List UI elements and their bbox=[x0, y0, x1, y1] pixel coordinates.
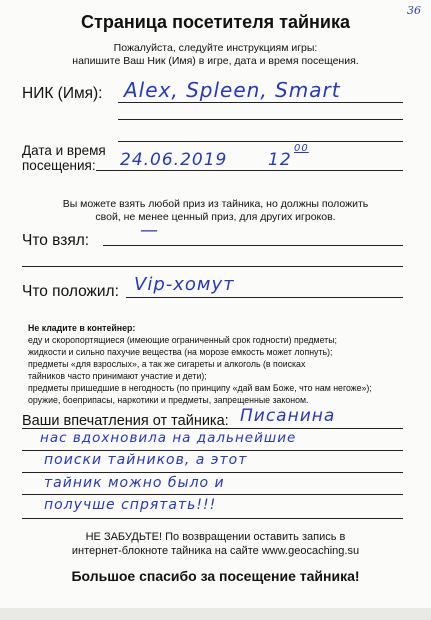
took-label: Что взял: bbox=[22, 232, 90, 249]
footer-reminder-line-2: интернет-блокноте тайника на сайте www.geocaching.su bbox=[71, 545, 360, 557]
warning-line-5: предметы пришедшие в негодность (по принципу «дай вам Боже, что нам негоже»); bbox=[28, 383, 372, 393]
warning-line-4: тайников часто принимают участие и дети); bbox=[28, 371, 207, 381]
warning-line-1: еду и скоропортящиеся (имеющие ограниченный срок годности) предметы; bbox=[28, 335, 337, 345]
took-line-1 bbox=[103, 245, 403, 246]
impressions-line-4: тайник можно было и bbox=[44, 475, 225, 491]
page-number: 36 bbox=[407, 4, 421, 17]
time-minutes-handwritten: 00 bbox=[294, 143, 309, 154]
footer-reminder-line-1: НЕ ЗАБУДЬТЕ! По возвращении оставить запись в bbox=[85, 531, 346, 543]
date-label-line-2: посещения: bbox=[22, 158, 96, 173]
impressions-rule-1 bbox=[22, 428, 403, 429]
prize-note-line-2: свой, не менее ценный приз, для других игроков. bbox=[95, 211, 336, 223]
impressions-line-5: получше спрятать!!! bbox=[44, 497, 217, 513]
footer-thanks: Большое спасибо за посещение тайника! bbox=[71, 568, 360, 584]
warning-line-2: жидкости и сильно пахучие вещества (на морозе емкость может лопнуть); bbox=[28, 347, 333, 357]
date-label-line-1: Дата и время bbox=[22, 143, 106, 158]
put-handwritten: Vip-хомут bbox=[134, 274, 235, 295]
date-line-2 bbox=[96, 170, 403, 171]
put-line bbox=[126, 297, 403, 298]
prize-note-line-1: Вы можете взять любой приз из тайника, но должны положить bbox=[62, 198, 369, 210]
instruction-line-1: Пожалуйста, следуйте инструкциям игры: bbox=[113, 42, 318, 54]
warning-line-6: оружие, боеприпасы, наркотики и предметы, запрещенные законом. bbox=[28, 395, 309, 405]
time-hour-handwritten: 12 bbox=[268, 150, 292, 170]
date-handwritten: 24.06.2019 bbox=[120, 150, 228, 170]
impressions-rule-3 bbox=[22, 472, 403, 473]
impressions-rule-2 bbox=[22, 450, 403, 451]
warning-block bbox=[28, 322, 423, 406]
scan-bottom-edge bbox=[0, 608, 431, 620]
took-line-2 bbox=[22, 266, 403, 267]
page-title: Страница посетителя тайника bbox=[81, 12, 350, 32]
put-label: Что положил: bbox=[22, 283, 119, 300]
date-line-1 bbox=[118, 141, 403, 142]
impressions-rule-5 bbox=[22, 518, 403, 519]
nick-label: НИК (Имя): bbox=[22, 85, 103, 102]
instruction-line-2: напишите Ваш Ник (Имя) в игре, дата и время посещения. bbox=[72, 55, 359, 67]
nick-line-1 bbox=[118, 102, 403, 103]
impressions-label: Ваши впечатления от тайника: bbox=[22, 413, 229, 429]
warning-title: Не кладите в контейнер: bbox=[28, 323, 136, 333]
nick-handwritten: Alex, Spleen, Smart bbox=[124, 78, 341, 102]
impressions-rule-4 bbox=[22, 494, 403, 495]
impressions-line-3: поиски тайников, а этот bbox=[44, 452, 248, 468]
took-handwritten: — bbox=[140, 220, 159, 241]
impressions-line-2: нас вдохновила на дальнейшие bbox=[40, 430, 297, 446]
warning-line-3: предметы «для взрослых», а так же сигареты и алкоголь (в поисках bbox=[28, 359, 306, 369]
nick-line-2 bbox=[118, 119, 403, 120]
impressions-line-1: Писанина bbox=[240, 406, 336, 426]
